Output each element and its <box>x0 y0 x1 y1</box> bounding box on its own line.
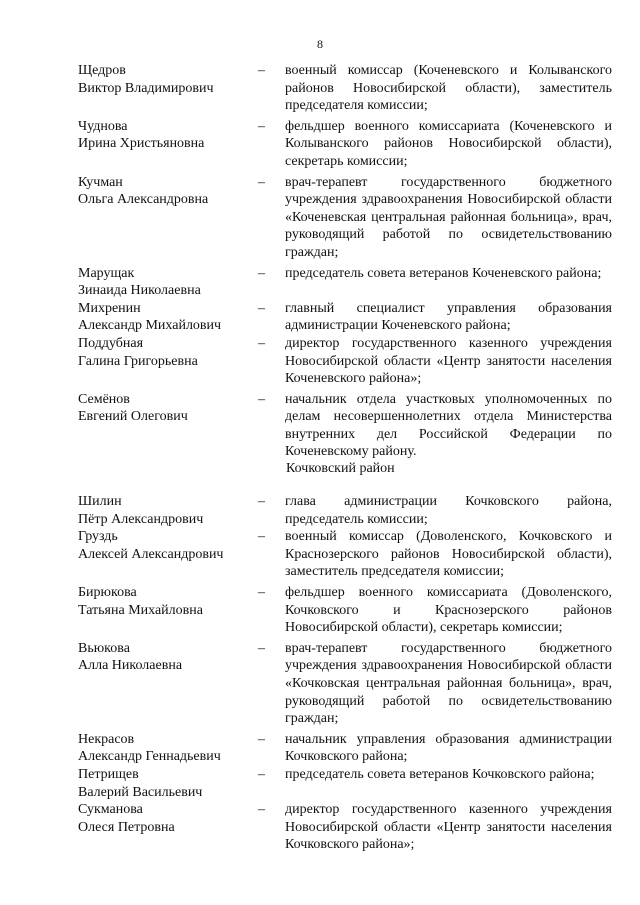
member-first-name: Александр Михайлович <box>78 318 222 334</box>
member-first-name: Валерий Васильевич <box>78 784 203 800</box>
member-first-name: Зинаида Николаевна <box>78 283 201 299</box>
member-position: военный комиссар (Коченевского и Колыванского районов Новосибирской области), заместитель председателя комиссии; <box>285 63 612 114</box>
member-first-name: Пётр Александрович <box>78 511 204 527</box>
member-last-name: Сукманова <box>78 802 143 818</box>
member-position: глава администрации Кочковского района, председатель комиссии; <box>285 494 612 527</box>
member-last-name: Щедров <box>78 63 126 78</box>
member-last-name: Поддубная <box>78 335 144 351</box>
member-row <box>78 118 612 171</box>
member-row <box>78 391 612 461</box>
member-last-name: Груздь <box>78 529 118 545</box>
member-position: фельдшер военного комиссариата (Доволенского, Кочковского и Краснозерского районов Новосибирской области), секретарь комиссии; <box>285 584 612 636</box>
member-row <box>78 300 612 335</box>
dash: – <box>258 335 265 351</box>
member-position: председатель совета ветеранов Коченевского района; <box>285 265 602 281</box>
member-name <box>78 62 258 115</box>
member-name <box>78 335 258 388</box>
dash: – <box>258 265 265 281</box>
member-last-name: Кучман <box>78 174 123 190</box>
member-name <box>78 118 258 171</box>
member-last-name: Михренин <box>78 300 141 316</box>
dash: – <box>258 63 265 78</box>
member-name <box>78 766 258 801</box>
member-row <box>78 801 612 854</box>
members-list-kochenevsky <box>78 62 612 461</box>
member-position: директор государственного казенного учреждения Новосибирской области «Центр занятости населения Коченевского района»; <box>285 335 612 387</box>
member-last-name: Чуднова <box>78 118 128 134</box>
member-name <box>78 391 258 461</box>
member-name <box>78 265 258 300</box>
member-name <box>78 528 258 581</box>
member-position: военный комиссар (Доволенского, Кочковского и Краснозерского районов Новосибирской области), заместитель председателя комиссии; <box>285 529 612 580</box>
dash: – <box>258 731 265 747</box>
dash: – <box>258 174 265 190</box>
member-position: главный специалист управления образования администрации Коченевского района; <box>285 300 612 334</box>
member-position: начальник управления образования администрации Кочковского района; <box>285 731 612 765</box>
member-first-name: Виктор Владимирович <box>78 80 214 96</box>
member-name <box>78 731 258 766</box>
dash: – <box>258 766 265 782</box>
member-last-name: Шилин <box>78 494 122 509</box>
member-name <box>78 584 258 637</box>
dash: – <box>258 391 265 407</box>
member-first-name: Алексей Александрович <box>78 546 224 562</box>
member-first-name: Ольга Александровна <box>78 192 209 208</box>
member-position: фельдшер военного комиссариата (Коченевского и Колыванского районов Новосибирской области), секретарь комиссии; <box>285 118 612 169</box>
member-last-name: Петрищев <box>78 766 139 782</box>
member-row <box>78 265 612 300</box>
page-number: 8 <box>317 37 323 51</box>
member-first-name: Евгений Олегович <box>78 409 188 425</box>
dash: – <box>258 529 265 545</box>
member-row <box>78 584 612 637</box>
dash: – <box>258 300 265 316</box>
member-row <box>78 640 612 728</box>
member-last-name: Марущак <box>78 265 135 281</box>
member-first-name: Олеся Петровна <box>78 819 175 835</box>
dash: – <box>258 640 265 656</box>
member-first-name: Галина Григорьевна <box>78 353 198 369</box>
member-row <box>78 766 612 801</box>
member-last-name: Бирюкова <box>78 584 137 600</box>
member-name <box>78 801 258 854</box>
member-position: начальник отдела участковых уполномоченных по делам несовершеннолетних отдела Министерства внутренних дел Российской Федерации по Коченевскому району. <box>285 391 612 460</box>
member-first-name: Татьяна Михайловна <box>78 602 203 618</box>
dash: – <box>258 494 265 509</box>
section-heading: Кочковский район <box>286 461 395 476</box>
dash: – <box>258 118 265 134</box>
member-first-name: Ирина Христьяновна <box>78 136 205 152</box>
member-last-name: Некрасов <box>78 731 135 747</box>
member-first-name: Алла Николаевна <box>78 658 183 674</box>
member-name <box>78 493 258 528</box>
member-row <box>78 62 612 115</box>
member-position: директор государственного казенного учреждения Новосибирской области «Центр занятости населения Кочковского района»; <box>285 802 612 853</box>
member-last-name: Вьюкова <box>78 640 130 656</box>
dash: – <box>258 802 265 818</box>
member-row <box>78 493 612 528</box>
member-row <box>78 174 612 262</box>
member-last-name: Семёнов <box>78 391 130 407</box>
member-name <box>78 300 258 335</box>
member-name <box>78 640 258 728</box>
member-position: врач-терапевт государственного бюджетного учреждения здравоохранения Новосибирской области «Коченевская центральная районная больница», врач, руководящий работой по освидетельствованию граждан; <box>285 174 612 260</box>
member-row <box>78 528 612 581</box>
member-position: врач-терапевт государственного бюджетного учреждения здравоохранения Новосибирской области «Кочковская центральная районная больница», врач, руководящий работой по освидетельствованию граждан; <box>285 640 612 727</box>
member-position: председатель совета ветеранов Кочковского района; <box>285 766 595 782</box>
member-row <box>78 731 612 766</box>
member-row <box>78 335 612 388</box>
members-list-kochkovsky <box>78 493 612 854</box>
member-first-name: Александр Геннадьевич <box>78 749 221 765</box>
member-name <box>78 174 258 262</box>
dash: – <box>258 584 265 600</box>
